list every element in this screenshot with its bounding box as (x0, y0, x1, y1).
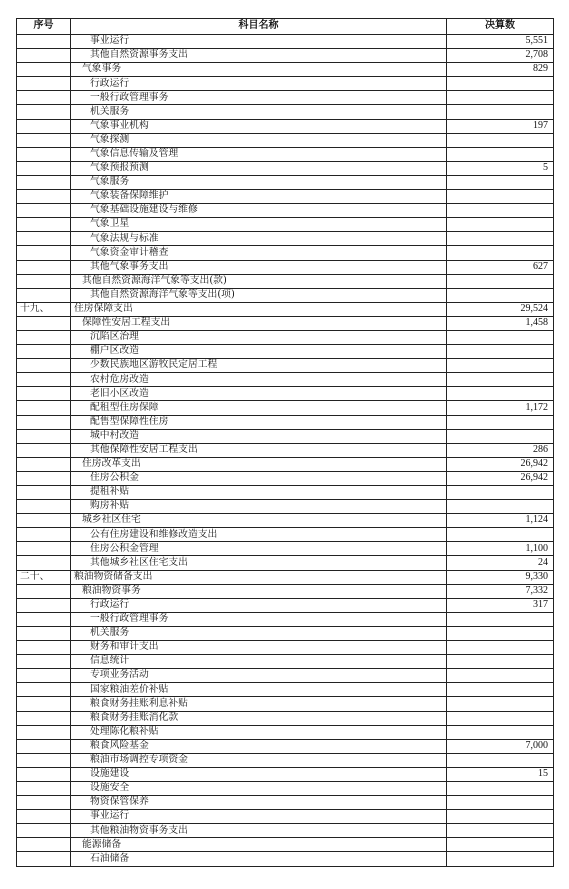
row-amount (447, 133, 554, 147)
table-row (17, 429, 554, 443)
row-amount (447, 852, 554, 866)
row-amount (447, 528, 554, 542)
row-seq (17, 739, 71, 753)
row-item-name: 气象卫星 (71, 218, 447, 232)
row-seq (17, 218, 71, 232)
row-item-name: 粮油市场调控专项资金 (71, 753, 447, 767)
row-seq (17, 63, 71, 77)
row-amount: 1,124 (447, 514, 554, 528)
row-item-name: 其他气象事务支出 (71, 260, 447, 274)
row-amount: 15 (447, 767, 554, 781)
table-header-row (17, 19, 554, 35)
table-row (17, 387, 554, 401)
row-item-name: 机关服务 (71, 105, 447, 119)
row-seq (17, 133, 71, 147)
table-row (17, 49, 554, 63)
row-seq (17, 161, 71, 175)
table-row (17, 781, 554, 795)
row-seq (17, 232, 71, 246)
table-row (17, 288, 554, 302)
row-item-name: 粮食财务挂账利息补贴 (71, 697, 447, 711)
row-seq (17, 471, 71, 485)
row-amount (447, 359, 554, 373)
row-seq (17, 316, 71, 330)
table-row (17, 683, 554, 697)
row-seq (17, 35, 71, 49)
row-amount: 1,172 (447, 401, 554, 415)
table-row (17, 91, 554, 105)
row-item-name: 机关服务 (71, 626, 447, 640)
row-item-name: 住房公积金管理 (71, 542, 447, 556)
row-amount (447, 274, 554, 288)
row-item-name: 财务和审计支出 (71, 641, 447, 655)
row-amount (447, 669, 554, 683)
table-row (17, 161, 554, 175)
row-seq (17, 626, 71, 640)
row-seq (17, 429, 71, 443)
row-item-name: 气象服务 (71, 175, 447, 189)
row-seq (17, 443, 71, 457)
row-amount (447, 655, 554, 669)
table-row (17, 697, 554, 711)
row-seq (17, 514, 71, 528)
table-row (17, 711, 554, 725)
row-seq (17, 767, 71, 781)
table-row (17, 330, 554, 344)
row-seq (17, 852, 71, 866)
row-seq (17, 612, 71, 626)
row-seq (17, 486, 71, 500)
row-seq (17, 711, 71, 725)
row-seq (17, 500, 71, 514)
row-seq (17, 669, 71, 683)
table-row (17, 147, 554, 161)
row-seq (17, 542, 71, 556)
table-row (17, 133, 554, 147)
row-amount (447, 147, 554, 161)
row-seq (17, 204, 71, 218)
row-item-name: 住房保障支出 (71, 302, 447, 316)
row-amount (447, 626, 554, 640)
row-amount (447, 345, 554, 359)
row-amount: 7,332 (447, 584, 554, 598)
row-amount (447, 77, 554, 91)
row-amount (447, 204, 554, 218)
row-amount (447, 824, 554, 838)
row-amount: 829 (447, 63, 554, 77)
table-row (17, 401, 554, 415)
row-amount (447, 711, 554, 725)
row-amount (447, 697, 554, 711)
row-item-name: 粮油物资事务 (71, 584, 447, 598)
table-row (17, 457, 554, 471)
row-seq (17, 359, 71, 373)
row-item-name: 其他粮油物资事务支出 (71, 824, 447, 838)
row-amount: 627 (447, 260, 554, 274)
row-seq (17, 190, 71, 204)
table-row (17, 415, 554, 429)
row-amount (447, 387, 554, 401)
row-item-name: 设施安全 (71, 781, 447, 795)
row-amount (447, 486, 554, 500)
table-row (17, 204, 554, 218)
row-item-name: 气象信息传输及管理 (71, 147, 447, 161)
row-amount: 197 (447, 119, 554, 133)
table-row (17, 796, 554, 810)
row-amount (447, 725, 554, 739)
table-row (17, 556, 554, 570)
row-amount (447, 330, 554, 344)
row-seq (17, 387, 71, 401)
table-row (17, 514, 554, 528)
row-item-name: 一般行政管理事务 (71, 612, 447, 626)
table-row (17, 345, 554, 359)
row-amount (447, 641, 554, 655)
row-item-name: 能源储备 (71, 838, 447, 852)
table-body (17, 35, 554, 867)
table-row (17, 655, 554, 669)
row-item-name: 其他自然资源事务支出 (71, 49, 447, 63)
row-item-name: 沉陷区治理 (71, 330, 447, 344)
row-amount (447, 612, 554, 626)
table-row (17, 810, 554, 824)
row-item-name: 气象事业机构 (71, 119, 447, 133)
row-item-name: 气象基础设施建设与维修 (71, 204, 447, 218)
table-row (17, 274, 554, 288)
row-amount (447, 190, 554, 204)
row-amount (447, 175, 554, 189)
row-seq (17, 330, 71, 344)
row-item-name: 其他保障性安居工程支出 (71, 443, 447, 457)
row-item-name: 农村危房改造 (71, 373, 447, 387)
table-row (17, 443, 554, 457)
row-amount: 1,100 (447, 542, 554, 556)
row-seq (17, 77, 71, 91)
row-amount: 7,000 (447, 739, 554, 753)
row-seq (17, 556, 71, 570)
row-item-name: 少数民族地区游牧民定居工程 (71, 359, 447, 373)
row-item-name: 公有住房建设和维修改造支出 (71, 528, 447, 542)
row-item-name: 城乡社区住宅 (71, 514, 447, 528)
row-seq: 十九、 (17, 302, 71, 316)
table-row (17, 542, 554, 556)
row-item-name: 粮油物资储备支出 (71, 570, 447, 584)
row-seq (17, 641, 71, 655)
row-amount: 2,708 (447, 49, 554, 63)
row-amount (447, 218, 554, 232)
row-amount: 5 (447, 161, 554, 175)
table-row (17, 246, 554, 260)
row-seq (17, 260, 71, 274)
table-row (17, 570, 554, 584)
row-seq (17, 655, 71, 669)
row-seq (17, 796, 71, 810)
row-item-name: 事业运行 (71, 35, 447, 49)
row-item-name: 处理陈化粮补贴 (71, 725, 447, 739)
row-seq (17, 91, 71, 105)
row-seq (17, 683, 71, 697)
row-item-name: 一般行政管理事务 (71, 91, 447, 105)
row-amount: 286 (447, 443, 554, 457)
row-item-name: 气象资金审计稽查 (71, 246, 447, 260)
row-item-name: 粮食财务挂账消化款 (71, 711, 447, 725)
row-amount: 9,330 (447, 570, 554, 584)
row-seq (17, 457, 71, 471)
row-seq (17, 415, 71, 429)
table-row (17, 584, 554, 598)
table-row (17, 260, 554, 274)
row-seq (17, 824, 71, 838)
row-seq (17, 584, 71, 598)
row-seq (17, 274, 71, 288)
row-amount (447, 683, 554, 697)
table-row (17, 500, 554, 514)
row-seq (17, 288, 71, 302)
row-amount: 24 (447, 556, 554, 570)
row-item-name: 行政运行 (71, 598, 447, 612)
row-seq (17, 147, 71, 161)
table-row (17, 119, 554, 133)
row-seq (17, 175, 71, 189)
row-seq (17, 119, 71, 133)
row-amount (447, 288, 554, 302)
row-item-name: 保障性安居工程支出 (71, 316, 447, 330)
row-item-name: 购房补贴 (71, 500, 447, 514)
row-amount: 29,524 (447, 302, 554, 316)
row-amount: 26,942 (447, 457, 554, 471)
row-item-name: 配售型保障性住房 (71, 415, 447, 429)
table-row (17, 63, 554, 77)
table-row (17, 316, 554, 330)
row-item-name: 国家粮油差价补贴 (71, 683, 447, 697)
table-row (17, 471, 554, 485)
row-amount (447, 781, 554, 795)
table-row (17, 612, 554, 626)
row-item-name: 城中村改造 (71, 429, 447, 443)
row-seq (17, 373, 71, 387)
table-row (17, 838, 554, 852)
row-seq (17, 49, 71, 63)
row-item-name: 其他自然资源海洋气象等支出(项) (71, 288, 447, 302)
row-item-name: 气象探测 (71, 133, 447, 147)
row-item-name: 住房公积金 (71, 471, 447, 485)
row-seq (17, 345, 71, 359)
row-item-name: 物资保管保养 (71, 796, 447, 810)
row-amount: 1,458 (447, 316, 554, 330)
row-item-name: 信息统计 (71, 655, 447, 669)
table-row (17, 35, 554, 49)
row-amount (447, 246, 554, 260)
table-row (17, 190, 554, 204)
table-row (17, 739, 554, 753)
table-row (17, 232, 554, 246)
row-item-name: 气象事务 (71, 63, 447, 77)
row-seq (17, 528, 71, 542)
row-seq (17, 753, 71, 767)
table-row (17, 767, 554, 781)
row-item-name: 老旧小区改造 (71, 387, 447, 401)
table-row (17, 852, 554, 866)
row-item-name: 气象预报预测 (71, 161, 447, 175)
row-amount (447, 415, 554, 429)
row-item-name: 其他自然资源海洋气象等支出(款) (71, 274, 447, 288)
row-item-name: 配租型住房保障 (71, 401, 447, 415)
row-amount (447, 838, 554, 852)
budget-table (16, 18, 554, 867)
row-item-name: 提租补贴 (71, 486, 447, 500)
row-seq (17, 781, 71, 795)
table-row (17, 669, 554, 683)
header-amount: 决算数 (447, 19, 554, 35)
row-amount (447, 91, 554, 105)
row-item-name: 石油储备 (71, 852, 447, 866)
header-seq: 序号 (17, 19, 71, 35)
row-amount (447, 753, 554, 767)
row-seq (17, 401, 71, 415)
row-amount (447, 500, 554, 514)
header-name: 科目名称 (71, 19, 447, 35)
table-row (17, 528, 554, 542)
table-row (17, 641, 554, 655)
budget-sheet (16, 18, 553, 867)
row-seq (17, 598, 71, 612)
table-row (17, 359, 554, 373)
row-item-name: 专项业务活动 (71, 669, 447, 683)
row-amount (447, 810, 554, 824)
table-row (17, 218, 554, 232)
row-amount (447, 373, 554, 387)
row-seq (17, 105, 71, 119)
row-seq (17, 810, 71, 824)
table-row (17, 824, 554, 838)
table-row (17, 175, 554, 189)
row-item-name: 气象装备保障维护 (71, 190, 447, 204)
table-row (17, 626, 554, 640)
table-row (17, 486, 554, 500)
row-item-name: 设施建设 (71, 767, 447, 781)
table-row (17, 753, 554, 767)
row-item-name: 行政运行 (71, 77, 447, 91)
row-seq (17, 697, 71, 711)
row-item-name: 棚户区改造 (71, 345, 447, 359)
table-row (17, 598, 554, 612)
table-row (17, 373, 554, 387)
row-amount (447, 232, 554, 246)
table-row (17, 302, 554, 316)
table-row (17, 725, 554, 739)
row-item-name: 事业运行 (71, 810, 447, 824)
row-seq (17, 246, 71, 260)
row-seq: 二十、 (17, 570, 71, 584)
row-seq (17, 838, 71, 852)
row-item-name: 粮食风险基金 (71, 739, 447, 753)
row-item-name: 气象法规与标准 (71, 232, 447, 246)
row-item-name: 其他城乡社区住宅支出 (71, 556, 447, 570)
row-amount: 5,551 (447, 35, 554, 49)
table-row (17, 105, 554, 119)
row-amount (447, 105, 554, 119)
row-amount: 317 (447, 598, 554, 612)
table-row (17, 77, 554, 91)
row-amount (447, 429, 554, 443)
row-amount: 26,942 (447, 471, 554, 485)
row-amount (447, 796, 554, 810)
row-seq (17, 725, 71, 739)
row-item-name: 住房改革支出 (71, 457, 447, 471)
